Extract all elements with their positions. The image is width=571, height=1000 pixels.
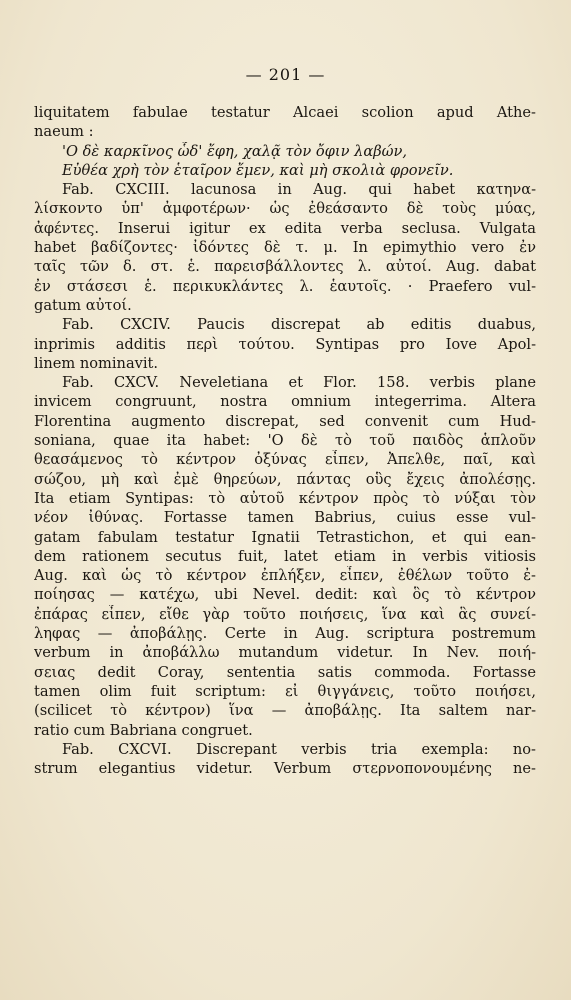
text-line: Fab. CXCV. Neveletiana et Flor. 158. verbis plane [62, 374, 536, 392]
text-line: σειας dedit Coray, sententia satis commoda. Fortasse [34, 663, 536, 681]
text-line: habet βαδίζοντες· ἰδόντες δὲ τ. μ. In epimythio vero ἐν [34, 239, 536, 257]
text-line: liquitatem fabulae testatur Alcaei scolion apud Athe- [34, 104, 536, 121]
text-line: naeum : [34, 123, 94, 141]
text-line: ληφας — ἀποβάλῃς. Certe in Aug. scriptura postremum [34, 625, 536, 643]
page-number: — 201 — [245, 65, 326, 84]
text-line: νέον ἰθύνας. Fortasse tamen Babrius, cuius esse vul- [34, 509, 536, 527]
text-line: ποίησας — κατέχω, ubi Nevel. dedit: καὶ ὃς τὸ κέντρον [34, 586, 536, 604]
text-line: Fab. CXCIV. Paucis discrepat ab editis duabus, [62, 316, 536, 334]
text-line: invicem congruunt, nostra omnium integerrima. Altera [34, 393, 536, 411]
text-line: dem rationem secutus fuit, latet etiam in verbis vitiosis [34, 547, 536, 565]
text-line: Ita etiam Syntipas: τὸ αὐτοῦ κέντρον πρὸς τὸ νύξαι τὸν [34, 489, 536, 507]
text-line: (scilicet τὸ κέντρον) ἵνα — ἀποβάλῃς. Ita saltem nar- [34, 702, 536, 720]
text-line: Εὐθέα χρὴ τὸν ἑταῖρον ἔμεν, καὶ μὴ σκολιὰ φρονεῖν. [62, 161, 454, 179]
body-text [34, 103, 536, 778]
text-line: ἐν στάσεσι ἑ. περικυκλάντες λ. ἑαυτοῖς. · Praefero vul- [34, 277, 536, 295]
text-line: 'Ο δὲ καρκῖνος ὧδ' ἔφη, χαλᾷ τὸν ὄφιν λαβών, [62, 142, 408, 160]
text-line: ταῖς τῶν δ. στ. ἑ. παρεισβάλλοντες λ. αὐτοί. Aug. dabat [34, 258, 536, 276]
text-line: ἀφέντες. Inserui igitur ex edita verba seclusa. Vulgata [34, 219, 536, 237]
text-line: λίσκοντο ὑπ' ἀμφοτέρων· ὡς ἐθεάσαντο δὲ τοὺς μύας, [34, 200, 536, 218]
text-line: Fab. CXCVI. Discrepant verbis tria exempla: no- [62, 740, 536, 758]
text-line: soniana, quae ita habet: 'Ο δὲ τὸ τοῦ παιδὸς ἁπλοῦν [34, 432, 536, 450]
text-line: Fab. CXCIII. lacunosa in Aug. qui habet κατηνα- [62, 181, 536, 199]
text-line: strum elegantius videtur. Verbum στερνοπονουμένης ne- [34, 760, 536, 778]
text-line: inprimis additis περὶ τούτου. Syntipas pro Iove Apol- [34, 335, 536, 353]
text-line: σώζου, μὴ καὶ ἐμὲ θηρεύων, πάντας οὓς ἔχεις ἀπολέσῃς. [34, 470, 536, 488]
text-line: Florentina augmento discrepat, sed convenit cum Hud- [34, 412, 536, 430]
text-line: verbum in ἀποβάλλω mutandum videtur. In Nev. ποιή- [34, 644, 536, 662]
text-line: tamen olim fuit scriptum: εἰ θιγγάνεις, τοῦτο ποιήσει, [34, 682, 536, 700]
text-line: linem nominavit. [34, 354, 159, 372]
text-line: ratio cum Babriana congruet. [34, 721, 253, 739]
text-line: θεασάμενος τὸ κέντρον ὀξύνας εἶπεν, Ἀπελθε, παῖ, καὶ [34, 451, 536, 469]
text-line: ἐπάρας εἶπεν, εἴθε γὰρ τοῦτο ποιήσεις, ἵνα καὶ ἃς συνεί- [34, 605, 536, 623]
text-line: gatam fabulam testatur Ignatii Tetrastichon, et qui ean- [34, 528, 536, 546]
text-line: Aug. καὶ ὡς τὸ κέντρον ἐπλήξεν, εἶπεν, ἐθέλων τοῦτο ἐ- [34, 567, 536, 585]
text-line: gatum αὐτοί. [34, 296, 132, 314]
